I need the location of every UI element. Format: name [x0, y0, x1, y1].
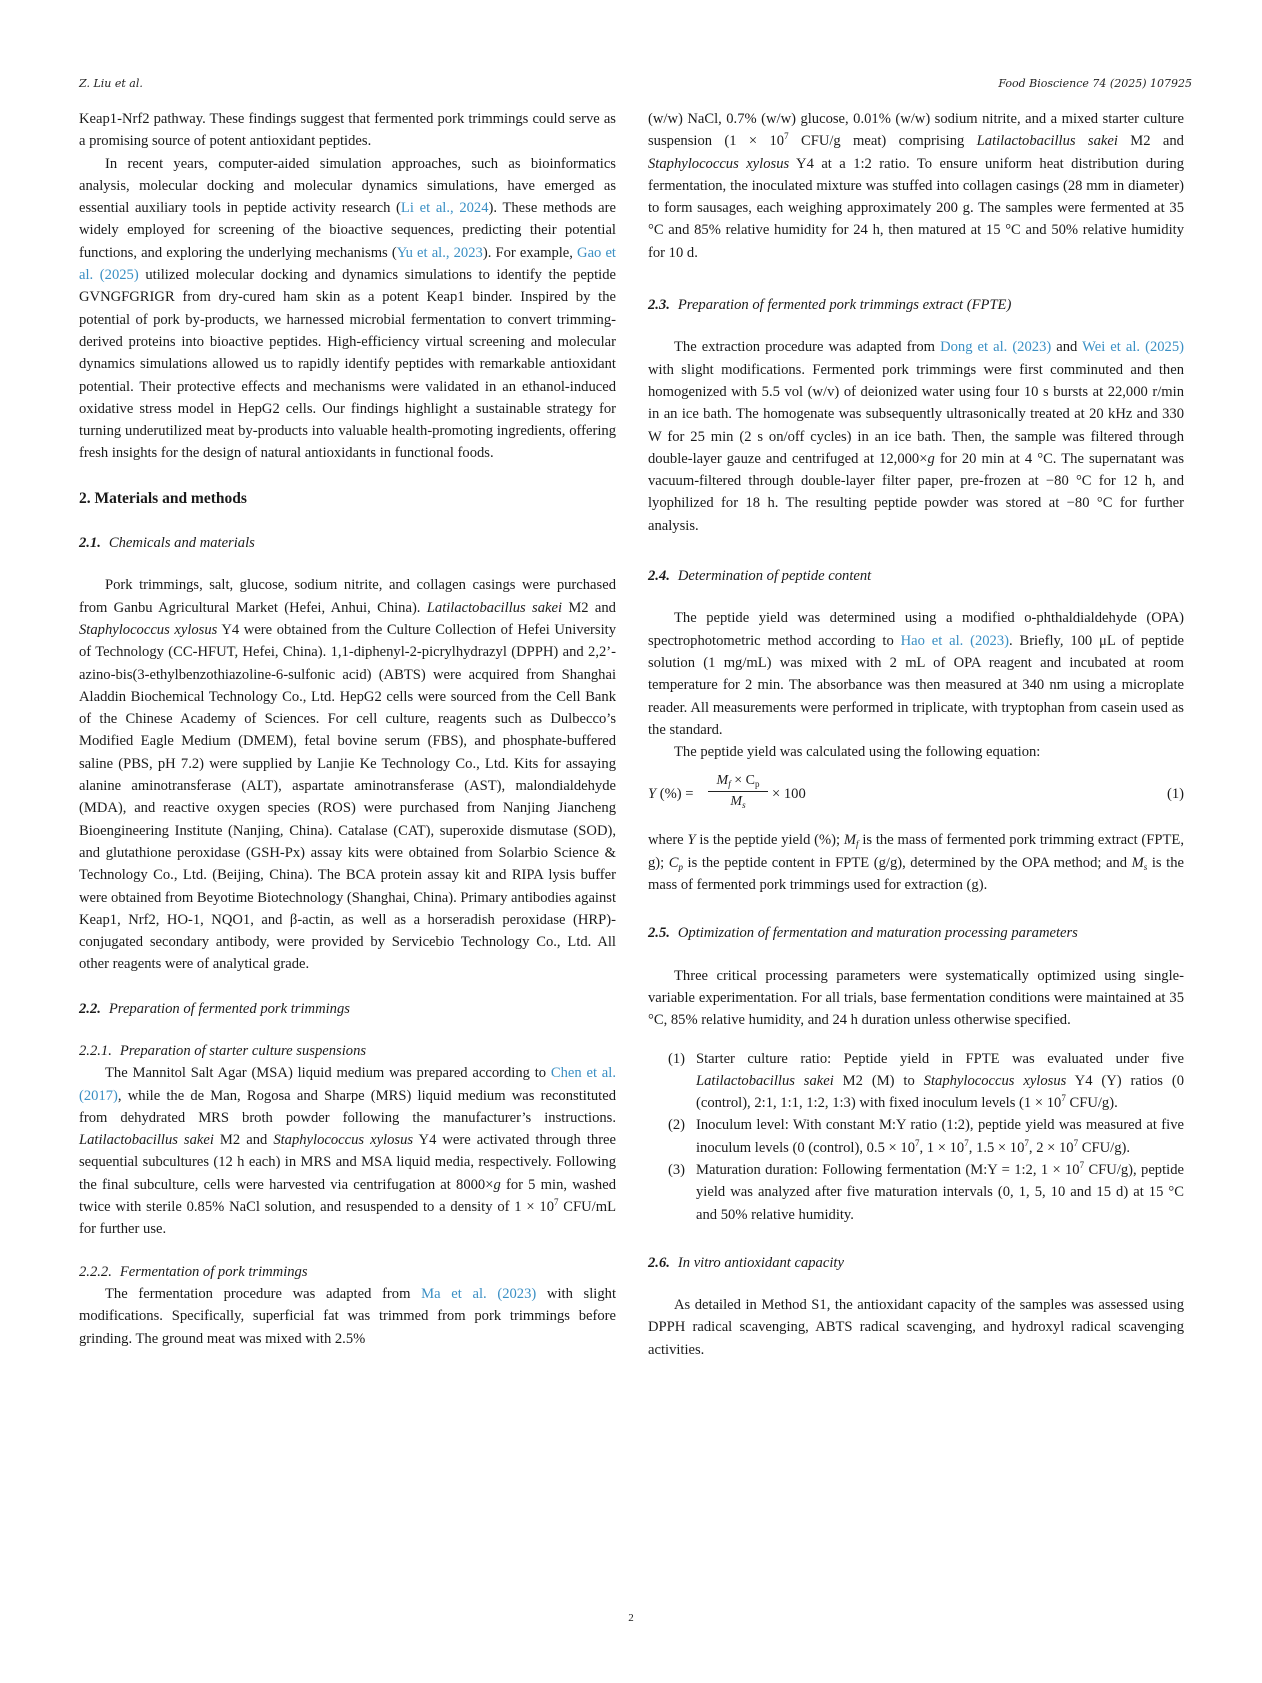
subsection-heading-2-1	[79, 532, 616, 554]
exponent: 7	[784, 131, 789, 142]
subsubsection-heading-2-2-1	[79, 1040, 616, 1062]
text: CFU/g).	[1078, 1139, 1131, 1156]
right-column	[648, 108, 1184, 1361]
species-name: Staphylococcus xylosus	[273, 1132, 414, 1149]
citation-hao-2023[interactable]: Hao et al. (2023)	[900, 632, 1009, 649]
exponent: 7	[1079, 1159, 1085, 1170]
text: is the mass of fermented pork trimming extract (FPTE, g);	[648, 832, 1184, 871]
equation-peptide-yield	[648, 771, 1184, 817]
section-title: Preparation of fermented pork trimmings extract (FPTE)	[677, 297, 1012, 314]
exponent: 7	[1024, 1137, 1029, 1148]
subsubsection-heading-2-2-2	[79, 1261, 616, 1283]
exponent: 7	[554, 1197, 559, 1208]
text: The peptide yield was determined using a modified o-phthaldialdehyde (OPA) spectrophotometric method according to	[648, 610, 1184, 649]
running-header-authors: Z. Liu et al.	[79, 77, 143, 90]
species-name: Latilactobacillus sakei	[79, 1132, 214, 1149]
list-item	[668, 1114, 1184, 1159]
paragraph-starter-culture	[79, 1062, 616, 1240]
text: with slight modifications. Specifically, superficial fat was trimmed from pork trimmings before grinding. The ground meat was mixed with 2.5%	[79, 1285, 616, 1347]
species-name: Latilactobacillus sakei	[426, 599, 562, 616]
exponent: 7	[1061, 1093, 1066, 1104]
variable-m: M	[716, 773, 729, 789]
paragraph-fermentation-continued	[648, 108, 1184, 264]
text: (w/w) NaCl, 0.7% (w/w) glucose, 0.01% (w/w) sodium nitrite, and a mixed starter culture suspension (1 × 10	[648, 111, 1184, 150]
paragraph-fermentation	[79, 1283, 616, 1350]
paragraph-antioxidant: As detailed in Method S1, the antioxidant capacity of the samples was assessed using DPPH radical scavenging, ABTS radical scavenging, and hydroxyl radical scavenging activities.	[648, 1297, 1184, 1358]
text: is the mass of fermented pork trimmings used for extraction (g).	[648, 854, 1184, 894]
text: × C	[730, 773, 755, 789]
list-item	[668, 1048, 1184, 1115]
section-number: 2.5.	[648, 925, 670, 942]
citation-dong-2023[interactable]: Dong et al. (2023)	[940, 339, 1052, 356]
text: is the peptide yield (%);	[695, 832, 844, 849]
fraction-numerator	[708, 771, 768, 792]
text: CFU/g), peptide yield was analyzed after five maturation intervals (0, 1, 5, 10 and 15 d) at 15 °C and 50% relative humidity.	[696, 1161, 1184, 1223]
text: The fermentation procedure was adapted from	[105, 1285, 422, 1302]
paragraph-intro-simulation	[79, 153, 616, 465]
citation-gao-2025[interactable]: Gao et al. (2025)	[79, 244, 616, 284]
paragraph-equation-intro: The peptide yield was calculated using the following equation:	[674, 744, 1041, 761]
subscript: s	[742, 800, 746, 811]
text: Y4 were activated through three sequential subcultures (12 h each) in MRS and MSA liquid media, respectively. Following the final subculture, cells were harvested via centrifugation at 8000×	[79, 1132, 616, 1193]
paragraph-extraction	[648, 336, 1184, 537]
text: Maturation duration: Following fermentation (M:Y = 1:2, 1 × 10	[696, 1161, 1080, 1178]
list-item	[668, 1159, 1184, 1226]
exponent: 7	[964, 1137, 969, 1148]
text: and	[1051, 339, 1083, 356]
section-title: Preparation of fermented pork trimmings	[108, 1000, 350, 1017]
paragraph-optimization: Three critical processing parameters were systematically optimized using single-variable experimentation. For all trials, base fermentation conditions were maintained at 35 °C, 85% relative humidity, and 24 h duration unless otherwise specified.	[648, 967, 1184, 1029]
species-name: Staphylococcus xylosus	[923, 1072, 1067, 1089]
section-number: 2.1.	[79, 535, 101, 552]
text: The Mannitol Salt Agar (MSA) liquid medium was prepared according to	[105, 1065, 551, 1082]
text: Pork trimmings, salt, glucose, sodium nitrite, and collagen casings were purchased from Ganbu Agricultural Market (Hefei, Anhui, China).	[79, 577, 616, 616]
text: , 1 × 10	[919, 1139, 965, 1156]
text: , 1.5 × 10	[968, 1139, 1025, 1156]
section-title: In vitro antioxidant capacity	[677, 1254, 844, 1271]
equation-multiplier: × 100	[772, 786, 806, 803]
variable: Y	[687, 832, 696, 849]
citation-yu-2023[interactable]: Yu et al., 2023	[396, 244, 483, 261]
text: ). These methods are widely employed for screening of the bioactive sequences, predicting their potential functions, and exploring the underlying mechanisms (	[79, 200, 616, 261]
list-marker: (1)	[668, 1050, 686, 1067]
section-number: 2.6.	[648, 1254, 670, 1271]
exponent: 7	[915, 1137, 920, 1148]
section-title: Fermentation of pork trimmings	[119, 1263, 308, 1280]
variable: M	[1131, 854, 1144, 871]
section-number: 2.2.1.	[79, 1042, 112, 1059]
text: CFU/g meat) comprising	[788, 133, 977, 150]
paragraph-chemicals	[79, 574, 616, 975]
section-title: Determination of peptide content	[677, 568, 872, 585]
text: Y4 at a 1:2 ratio. To ensure uniform heat distribution during fermentation, the inoculated mixture was stuffed into collagen casings (28 mm in diameter) to form sausages, each weighing approximately 200 g. The samples were fermented at 35 °C and 85% relative humidity for 24 h, then matured at 15 °C and 50% relative humidity for 10 d.	[648, 155, 1184, 261]
paragraph-equation-definitions	[648, 829, 1184, 896]
text: is the peptide content in FPTE (g/g), determined by the OPA method; and	[683, 854, 1132, 871]
subsection-heading-2-6	[648, 1252, 1184, 1274]
section-number: 2.2.2.	[79, 1263, 112, 1280]
text: Y4 (Y) ratios (0 (control), 2:1, 1:1, 1:2, 1:3) with fixed inoculum levels (1 × 10	[696, 1072, 1184, 1112]
text: The extraction procedure was adapted from	[674, 339, 941, 356]
subscript: f	[856, 839, 859, 850]
variable-m: M	[730, 794, 743, 810]
species-name: Latilactobacillus sakei	[976, 133, 1118, 150]
section-title: Preparation of starter culture suspensions	[119, 1042, 367, 1059]
left-column	[79, 108, 616, 1350]
subsection-heading-2-2	[79, 998, 616, 1020]
paragraph-intro-end: Keap1-Nrf2 pathway. These findings suggest that fermented pork trimmings could serve as a promising source of potent antioxidant peptides.	[79, 111, 616, 150]
running-header-journal: Food Bioscience 74 (2025) 107925	[998, 77, 1192, 90]
text: with slight modifications. Fermented pork trimmings were first comminuted and then homogenized with 5.5 vol (w/v) of deionized water using four 10 s bursts at 22,000 r/min in an ice bath. The homogenate was subsequently ultrasonically treated at 20 kHz and 330 W for 25 min (2 s on/off cycles) in an ice bath. Then, the sample was filtered through double-layer gauze and centrifuged at 12,000×	[648, 361, 1184, 467]
list-marker: (2)	[668, 1117, 686, 1134]
text: for 20 min at 4 °C. The supernatant was vacuum-filtered through double-layer filter paper, pre-frozen at −80 °C for 12 h, and lyophilized for 18 h. The resulting peptide powder was stored at −80 °C for further analysis.	[648, 450, 1184, 534]
text: (%) =	[656, 786, 694, 803]
equation-fraction	[708, 771, 768, 812]
citation-wei-2025[interactable]: Wei et al. (2025)	[1082, 339, 1184, 356]
text: CFU/g).	[1065, 1095, 1118, 1112]
citation-chen-2017[interactable]: Chen et al. (2017)	[79, 1065, 616, 1104]
text: , while the de Man, Rogosa and Sharpe (MRS) liquid medium was reconstituted from dehydrated MRS broth powder following the manufacturer’s instructions.	[79, 1087, 616, 1126]
page-number: 2	[628, 1612, 634, 1624]
fraction-denominator	[708, 792, 768, 812]
text: M2 and	[562, 599, 616, 616]
equation-number: (1)	[1166, 786, 1184, 803]
species-name: Staphylococcus xylosus	[648, 155, 790, 172]
text: Y4 were obtained from the Culture Collection of Hefei University of Technology (CC-HFUT, Hefei, China). 1,1-diphenyl-2-picrylhydrazyl (DPPH) and 2,2’-azino-bis(3-ethylbenzothiazoline-6-sulfonic acid) (ABTS) were acquired from Shanghai Aladdin Biochemical Technology Co., Ltd. HepG2 cells were sourced from the Cell Bank of the Chinese Academy of Sciences. For cell culture, reagents such as Dulbecco’s Modified Eagle Medium (DMEM), fetal bovine serum (FBS), and phosphate-buffered saline (PBS, pH 7.2) were supplied by Lanjie Ke Technology Co., Ltd. Kits for assaying alanine aminotransferase (ALT), aspartate aminotransferase (AST), malondialdehyde (MDA), and reactive oxygen species (ROS) were purchased from Nanjing Jiancheng Bioengineering Institute (Nanjing, China). Catalase (CAT), superoxide dismutase (SOD), and glutathione peroxidase (GSH-Px) assay kits were obtained from Solarbio Science & Technology Co., Ltd. (Beijing, China). The BCA protein assay kit and RIPA lysis buffer were obtained from Beyotime Biotechnology (Shanghai, China). Primary antibodies against Keap1, Nrf2, HO-1, NQO1, and β-actin, as well as a horseradish peroxidase (HRP)-conjugated secondary antibody, were provided by Servicebio Technology Co., Ltd. All other reagents were of analytical grade.	[79, 621, 617, 973]
text: M2 and	[1117, 133, 1184, 150]
subscript: p	[678, 861, 683, 872]
section-title: Chemicals and materials	[108, 535, 255, 552]
list-marker: (3)	[668, 1161, 686, 1178]
subscript: p	[754, 779, 760, 790]
citation-li-2024[interactable]: Li et al., 2024	[400, 200, 489, 217]
subscript: s	[1143, 861, 1148, 872]
subscript: f	[728, 779, 731, 790]
text: utilized molecular docking and dynamics simulations to identify the peptide GVNGFGRIGR from dry-cured ham skin as a potent Keap1 binder. Inspired by the potential of pork by-products, we harnessed microbial fermentation to convert trimming-derived proteins into bioactive peptides. High-efficiency virtual screening and molecular dynamics simulations allowed us to rapidly identify peptides with remarkable antioxidant potential. Their protective effects and mechanisms were validated in an ethanol-induced oxidative stress model in HepG2 cells. Our findings highlight a sustainable strategy for turning underutilized meat by-products into valuable health-promoting ingredients, offering fresh insights for the design of natural antioxidants in functional foods.	[79, 267, 616, 462]
section-title: Optimization of fermentation and maturation processing parameters	[677, 925, 1078, 942]
section-number: 2.3.	[648, 297, 670, 314]
species-name: Staphylococcus xylosus	[79, 621, 218, 638]
parameter-list	[648, 1048, 1184, 1226]
text: for 5 min, washed twice with sterile 0.85% NaCl solution, and resuspended to a density of 1 × 10	[79, 1176, 616, 1216]
text: M2 (M) to	[833, 1072, 924, 1089]
variable-y: Y	[648, 786, 657, 803]
unit-g: g	[927, 450, 935, 467]
text: , 2 × 10	[1028, 1139, 1074, 1156]
equation-lhs	[648, 783, 694, 805]
text: Inoculum level: With constant M:Y ratio (1:2), peptide yield was measured at five inoculum levels (0 (control), 0.5 × 10	[696, 1117, 1184, 1156]
variable: C	[668, 854, 679, 871]
text: where	[648, 832, 688, 849]
section-number: 2.2.	[79, 1000, 101, 1017]
section-number: 2.4.	[648, 568, 670, 585]
paragraph-peptide-content	[648, 607, 1184, 741]
exponent: 7	[1073, 1137, 1079, 1148]
subsection-heading-2-3	[648, 294, 1184, 316]
variable: M	[843, 832, 857, 849]
unit-g: g	[493, 1176, 501, 1193]
species-name: Latilactobacillus sakei	[696, 1072, 834, 1089]
text: CFU/mL for further use.	[79, 1199, 617, 1238]
text: ). For example,	[482, 244, 578, 261]
citation-ma-2023[interactable]: Ma et al. (2023)	[421, 1285, 537, 1302]
subsection-heading-2-5	[648, 922, 1184, 944]
text: Starter culture ratio: Peptide yield in FPTE was evaluated under five	[696, 1050, 1184, 1067]
text: In recent years, computer-aided simulation approaches, such as bioinformatics analysis, molecular docking and molecular dynamics simulations, have emerged as essential auxiliary tools in peptide activity research (	[79, 155, 616, 217]
text: M2 and	[213, 1132, 274, 1149]
subsection-heading-2-4	[648, 565, 1184, 587]
text: . Briefly, 100 μL of peptide solution (1 mg/mL) was mixed with 2 mL of OPA reagent and incubated at room temperature for 2 min. The absorbance was then measured at 340 nm using a microplate reader. All measurements were performed in triplicate, with tryptophan from casein used as the standard.	[648, 632, 1184, 738]
section-heading-materials-methods: 2. Materials and methods	[79, 489, 247, 507]
